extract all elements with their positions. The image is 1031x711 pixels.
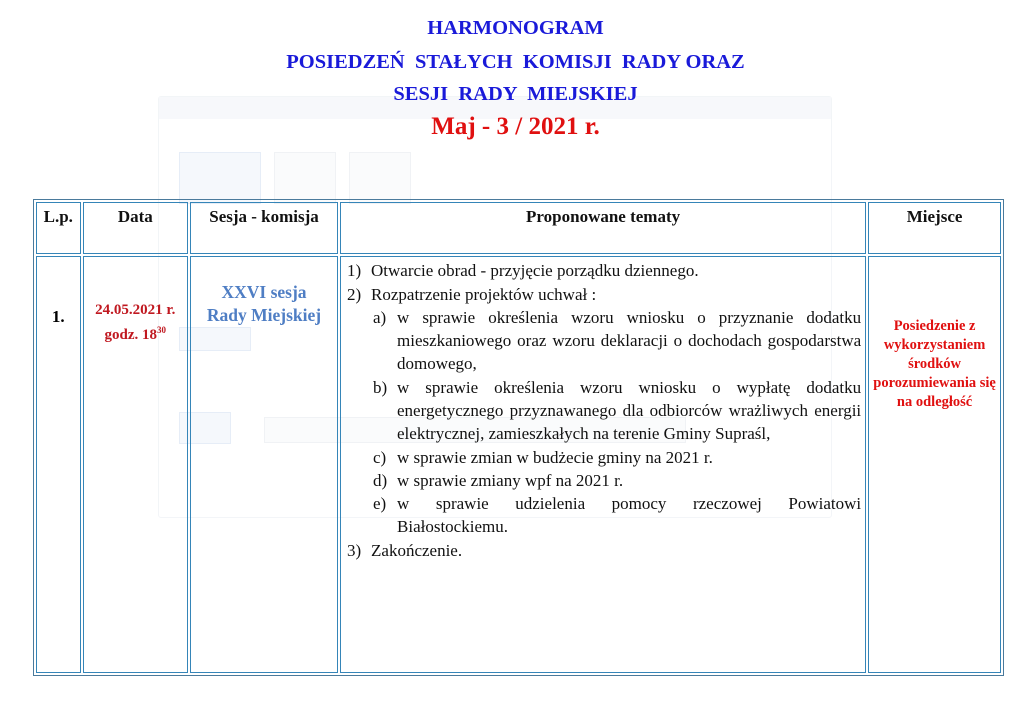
subtopic-text: w sprawie zmian w budżecie gminy na 2021 r.: [397, 448, 713, 467]
header-subtitle: POSIEDZEŃ STAŁYCH KOMISJI RADY ORAZ: [286, 51, 745, 73]
topic-number: 2): [347, 285, 362, 304]
header-place-label: Miejsce: [906, 207, 963, 226]
row-place-cell: [868, 256, 1001, 673]
subtopic-letter: a): [373, 308, 387, 327]
row-number: 1.: [36, 256, 81, 673]
subtopic-text: w sprawie zmiany wpf na 2021 r.: [397, 471, 624, 490]
header-date-label: Data: [117, 207, 153, 226]
row-place: Posiedzenie z wykorzystaniem środków porozumiewania się na odległość: [873, 318, 996, 410]
subtopic-letter: e): [373, 494, 387, 513]
subtopic-letter: d): [373, 471, 388, 490]
row-session-name: XXVI sesja: [221, 282, 307, 302]
subtopic-item: [347, 376, 861, 445]
subtopic-text: w sprawie określenia wzoru wniosku o wypłatę dodatku energetycznego przyznawanego dla odbiorców wrażliwych energii elektrycznej, zamieszkałych na terenie Gminy Supraśl,: [397, 378, 862, 443]
topic-number: 3): [347, 541, 362, 560]
header-topics-label: Proponowane tematy: [526, 207, 681, 226]
row-date: 24.05.2021 r.: [95, 302, 176, 318]
subtopic-item: [347, 446, 861, 469]
subtopic-letter: c): [373, 448, 387, 467]
subtopic-item: [347, 469, 861, 492]
header-title: HARMONOGRAM: [427, 17, 604, 39]
topic-item: [347, 539, 861, 562]
header-session-label: Sesja - komisja: [209, 207, 319, 226]
row-date-cell: [83, 256, 188, 673]
header-cell-session: [190, 202, 338, 254]
header-subtitle-2: SESJI RADY MIEJSKIEJ: [393, 83, 638, 105]
topic-item: [347, 283, 861, 306]
row-time-minutes: 30: [157, 325, 167, 335]
header-cell-topics: [340, 202, 866, 254]
row-time-hour: godz. 18: [104, 327, 158, 343]
header-cell-place: [868, 202, 1001, 254]
table-header-row: [36, 202, 1001, 254]
topic-text: Rozpatrzenie projektów uchwał :: [371, 285, 597, 304]
watermark-tile: [179, 152, 261, 204]
subtopic-text: w sprawie udzielenia pomocy rzeczowej Powiatowi Białostockiemu.: [397, 494, 862, 536]
header-lp-label: L.p.: [43, 207, 73, 226]
subtopic-item: [347, 492, 861, 538]
topic-item: [347, 259, 861, 282]
topic-number: 1): [347, 261, 362, 280]
row-time: [84, 320, 187, 345]
subtopic-letter: b): [373, 378, 388, 397]
schedule-table: [33, 199, 1004, 676]
watermark-tile: [274, 152, 336, 204]
topic-text: Zakończenie.: [371, 541, 463, 560]
watermark-tile: [349, 152, 411, 204]
topic-text: Otwarcie obrad - przyjęcie porządku dziennego.: [371, 261, 699, 280]
table-row: [36, 256, 1001, 673]
row-session-cell: [190, 256, 338, 673]
subtopic-text: w sprawie określenia wzoru wniosku o przyznanie dodatku mieszkaniowego oraz wzoru deklaracji o dochodach gospodarstwa domowego,: [397, 308, 862, 373]
header-period: Maj - 3 / 2021 r.: [431, 113, 600, 140]
subtopic-item: [347, 306, 861, 375]
header-cell-date: [83, 202, 188, 254]
header-cell-lp: [36, 202, 81, 254]
row-topics-cell: [340, 256, 866, 673]
row-session-body: Rady Miejskiej: [206, 305, 322, 325]
